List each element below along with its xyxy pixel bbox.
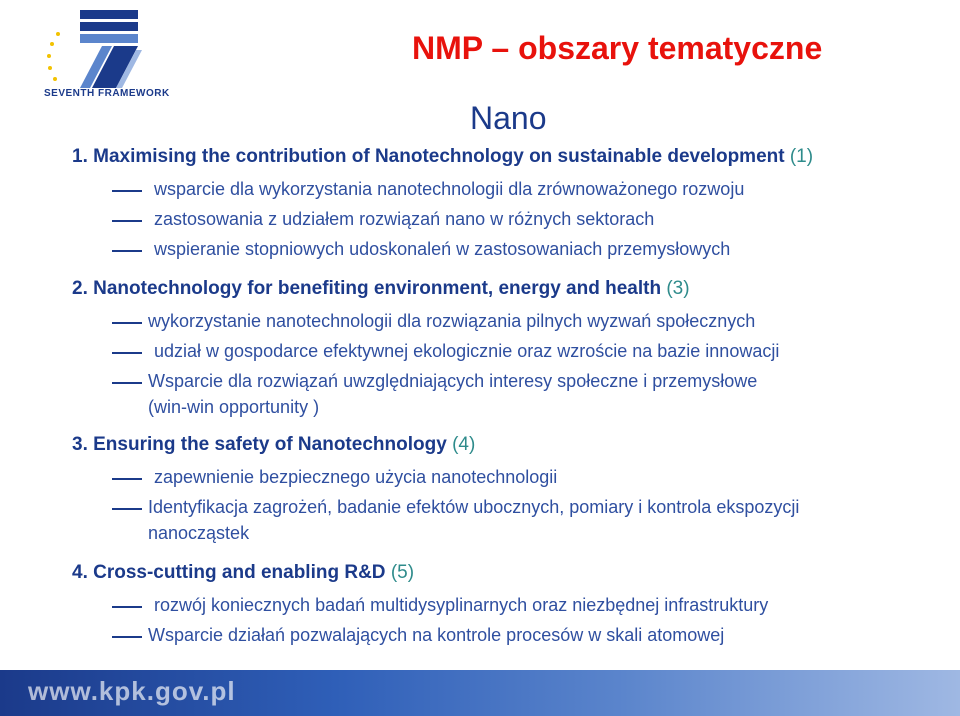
section-heading-4 [72,562,414,584]
bullet-dash [112,322,142,324]
footer-url[interactable]: www.kpk.gov.pl [28,676,236,706]
bullet-text: wspieranie stopniowych udoskonaleń w zastosowaniach przemysłowych [154,239,731,259]
footer-bar [0,670,960,716]
seventh-framework-logo [8,4,170,114]
bullet-text: Identyfikacja zagrożeń, badanie efektów ubocznych, pomiary i kontrola ekspozycji [148,497,800,517]
bullet-dash [112,190,142,192]
section-heading-text: 3. Ensuring the safety of Nanotechnology [72,434,447,455]
bullet-text: zapewnienie bezpiecznego użycia nanotechnologii [154,467,558,487]
bullet-dash [112,478,142,480]
bullet-dash [112,220,142,222]
bullet-text: Wsparcie dla rozwiązań uwzględniających interesy społeczne i przemysłowe [148,371,758,391]
bullet-text: Wsparcie działań pozwalających na kontrole procesów w skali atomowej [148,625,725,645]
logo-text: SEVENTH FRAMEWORK [44,88,170,99]
bullet-text: wsparcie dla wykorzystania nanotechnologii dla zrównoważonego rozwoju [154,179,745,199]
section-count: (5) [390,562,415,583]
bullet-text: udział w gospodarce efektywnej ekologicznie oraz wzroście na bazie innowacji [154,341,780,361]
section-count: (1) [789,146,814,167]
section-count: (3) [666,278,690,299]
section-heading-text: 1. Maximising the contribution of Nanotechnology on sustainable development [72,146,785,167]
section-heading-text: 4. Cross-cutting and enabling R&D [72,562,386,583]
bullet-dash [112,606,142,608]
bullet-dash [112,250,142,252]
bullet-dash [112,636,142,638]
section-heading-2 [72,278,690,300]
bullet-dash [112,508,142,510]
bullet-dash [112,352,142,354]
page-subtitle: Nano [470,100,547,136]
bullet-text-continued: (win-win opportunity ) [148,397,320,417]
section-heading-text: 2. Nanotechnology for benefiting environment, energy and health [72,278,662,299]
bullet-text: zastosowania z udziałem rozwiązań nano w różnych sektorach [154,209,655,229]
section-count: (4) [452,434,476,455]
bullet-text: rozwój koniecznych badań multidysyplinarnych oraz niezbędnej infrastruktury [154,595,769,615]
section-heading-1 [72,146,813,168]
section-heading-3 [72,434,475,456]
bullet-text-continued: nanocząstek [148,523,250,543]
bullet-dash [112,382,142,384]
page-title: NMP – obszary tematyczne [412,30,823,66]
bullet-text: wykorzystanie nanotechnologii dla rozwiązania pilnych wyzwań społecznych [148,311,756,331]
